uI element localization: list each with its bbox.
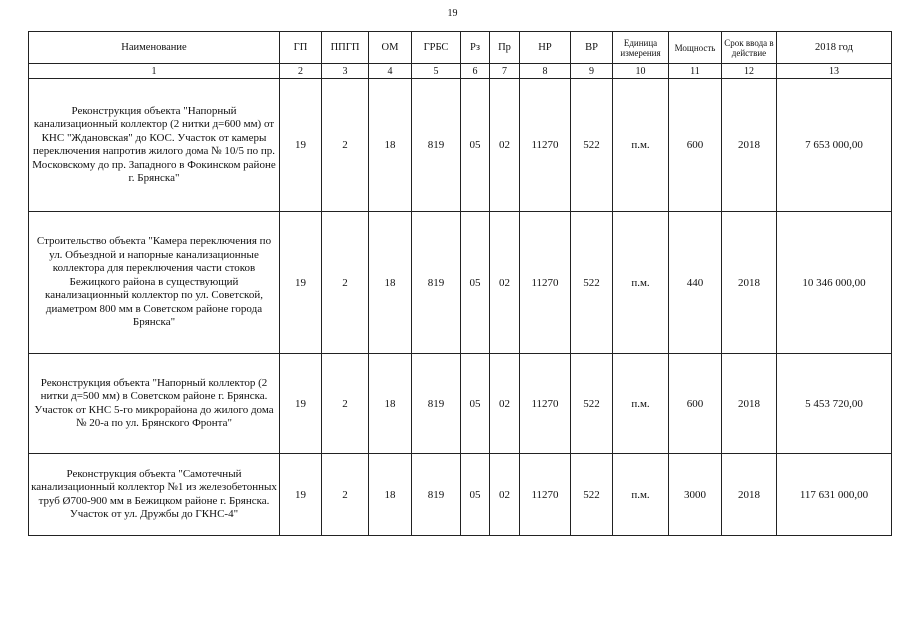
col-header-name: Наименование [29, 32, 280, 64]
table-row [29, 79, 892, 212]
nr-cell: 11270 [520, 454, 571, 536]
gp-cell: 19 [280, 212, 322, 354]
capacity-cell: 600 [669, 354, 722, 454]
column-number: 8 [520, 64, 571, 79]
budget-table [28, 31, 892, 536]
column-number: 11 [669, 64, 722, 79]
column-number: 5 [412, 64, 461, 79]
column-number: 2 [280, 64, 322, 79]
vr-cell: 522 [571, 212, 613, 354]
gp-cell: 19 [280, 354, 322, 454]
commissioning-cell: 2018 [722, 212, 777, 354]
column-number: 13 [777, 64, 892, 79]
amount-cell: 5 453 720,00 [777, 354, 892, 454]
unit-cell: п.м. [613, 354, 669, 454]
page-number: 19 [447, 8, 458, 19]
col-header-ppgp: ППГП [322, 32, 369, 64]
column-number: 3 [322, 64, 369, 79]
nr-cell: 11270 [520, 79, 571, 212]
table-row [29, 454, 892, 536]
vr-cell: 522 [571, 454, 613, 536]
col-header-vr: ВР [571, 32, 613, 64]
col-header-om: ОМ [369, 32, 412, 64]
pr-cell: 02 [490, 212, 520, 354]
capacity-cell: 3000 [669, 454, 722, 536]
column-number: 4 [369, 64, 412, 79]
om-cell: 18 [369, 454, 412, 536]
nr-cell: 11270 [520, 212, 571, 354]
ppgp-cell: 2 [322, 212, 369, 354]
amount-cell: 10 346 000,00 [777, 212, 892, 354]
column-number: 9 [571, 64, 613, 79]
column-number: 7 [490, 64, 520, 79]
grbs-cell: 819 [412, 79, 461, 212]
unit-cell: п.м. [613, 79, 669, 212]
column-number: 1 [29, 64, 280, 79]
table-row [29, 354, 892, 454]
capacity-cell: 440 [669, 212, 722, 354]
object-name: Строительство объекта "Камера переключения по ул. Объездной и напорные канализационные коллектора для переключения части стоков Бежицкого района в существующий канализационный коллектор по ул. Советской, диаметром 800 мм в Советском районе города Брянска" [29, 212, 280, 354]
vr-cell: 522 [571, 79, 613, 212]
pr-cell: 02 [490, 354, 520, 454]
column-number: 12 [722, 64, 777, 79]
column-number: 6 [461, 64, 490, 79]
column-number-row [29, 64, 892, 79]
amount-cell: 117 631 000,00 [777, 454, 892, 536]
col-header-pr: Пр [490, 32, 520, 64]
grbs-cell: 819 [412, 354, 461, 454]
col-header-grbs: ГРБС [412, 32, 461, 64]
object-name: Реконструкция объекта "Напорный коллектор (2 нитки д=500 мм) в Советском районе г. Брянска. Участок от КНС 5-го микрорайона до жилого дома № 20-а по ул. Брянского Фронта" [29, 354, 280, 454]
col-header-rz: Рз [461, 32, 490, 64]
vr-cell: 522 [571, 354, 613, 454]
om-cell: 18 [369, 354, 412, 454]
header-row [29, 32, 892, 64]
object-name: Реконструкция объекта "Самотечный канализационный коллектор №1 из железобетонных труб Ø700-900 мм в Бежицком районе г. Брянска. Участок от ул. Дружбы до ГКНС-4" [29, 454, 280, 536]
nr-cell: 11270 [520, 354, 571, 454]
col-header-unit: Единица измерения [613, 32, 669, 64]
gp-cell: 19 [280, 79, 322, 212]
gp-cell: 19 [280, 454, 322, 536]
grbs-cell: 819 [412, 212, 461, 354]
col-header-capacity: Мощность [669, 32, 722, 64]
object-name: Реконструкция объекта "Напорный канализационный коллектор (2 нитки д=600 мм) от КНС "Ждановская" до КОС. Участок от камеры переключения напротив жилого дома № 10/5 по пр. Московскому до пр. Западного в Фокинском районе г. Брянска" [29, 79, 280, 212]
column-number: 10 [613, 64, 669, 79]
om-cell: 18 [369, 79, 412, 212]
grbs-cell: 819 [412, 454, 461, 536]
ppgp-cell: 2 [322, 454, 369, 536]
col-header-gp: ГП [280, 32, 322, 64]
amount-cell: 7 653 000,00 [777, 79, 892, 212]
pr-cell: 02 [490, 454, 520, 536]
commissioning-cell: 2018 [722, 454, 777, 536]
om-cell: 18 [369, 212, 412, 354]
rz-cell: 05 [461, 79, 490, 212]
rz-cell: 05 [461, 354, 490, 454]
commissioning-cell: 2018 [722, 354, 777, 454]
ppgp-cell: 2 [322, 354, 369, 454]
col-header-year-2018: 2018 год [777, 32, 892, 64]
ppgp-cell: 2 [322, 79, 369, 212]
table-row [29, 212, 892, 354]
col-header-nr: НР [520, 32, 571, 64]
capacity-cell: 600 [669, 79, 722, 212]
pr-cell: 02 [490, 79, 520, 212]
rz-cell: 05 [461, 212, 490, 354]
unit-cell: п.м. [613, 212, 669, 354]
col-header-commissioning: Срок ввода в действие [722, 32, 777, 64]
commissioning-cell: 2018 [722, 79, 777, 212]
rz-cell: 05 [461, 454, 490, 536]
unit-cell: п.м. [613, 454, 669, 536]
